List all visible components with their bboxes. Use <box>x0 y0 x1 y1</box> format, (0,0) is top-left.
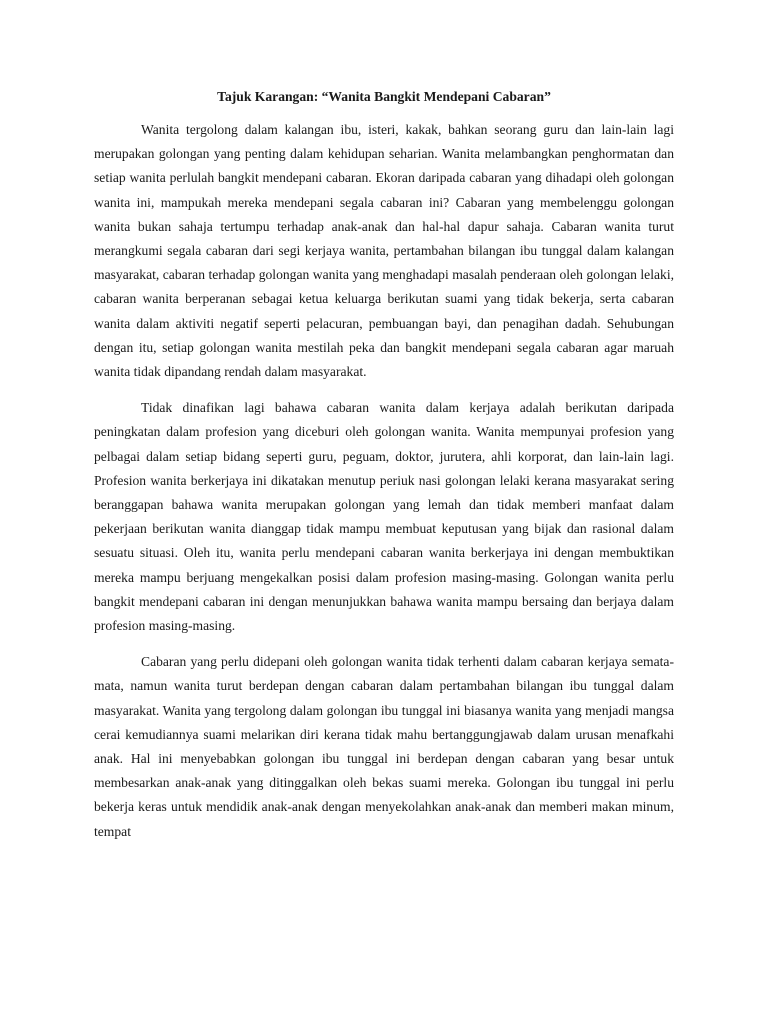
document-title: Tajuk Karangan: “Wanita Bangkit Mendepani Cabaran” <box>217 89 551 104</box>
document-body <box>94 86 674 856</box>
paragraph-2: Tidak dinafikan lagi bahawa cabaran wanita dalam kerjaya adalah berikutan daripada peningkatan dalam profesion yang diceburi oleh golongan wanita. Wanita mempunyai profesion yang pelbagai dalam setiap bidang seperti guru, peguam, doktor, jurutera, ahli korporat, dan lain-lain lagi. Profesion wanita berkerjaya ini dikatakan menutup periuk nasi golongan lelaki kerana masyarakat sering beranggapan bahawa wanita merupakan golongan yang lemah dan tidak memberi manfaat dalam pekerjaan berikutan wanita dianggap tidak mampu membuat keputusan yang bijak dan rasional dalam sesuatu situasi. Oleh itu, wanita perlu mendepani cabaran wanita berkerjaya ini dengan membuktikan mereka mampu berjuang mengekalkan posisi dalam profesion masing-masing. Golongan wanita perlu bangkit mendepani cabaran ini dengan menunjukkan bahawa wanita mampu bersaing dan berjaya dalam profesion masing-masing. <box>94 400 674 634</box>
paragraph-1: Wanita tergolong dalam kalangan ibu, isteri, kakak, bahkan seorang guru dan lain-lain lagi merupakan golongan yang penting dalam kehidupan seharian. Wanita melambangkan penghormatan dan setiap wanita perlulah bangkit mendepani cabaran. Ekoran daripada cabaran yang dihadapi oleh golongan wanita ini, mampukah mereka mendepani segala cabaran ini? Cabaran yang membelenggu golongan wanita bukan sahaja tertumpu terhadap anak-anak dan hal-hal dapur sahaja. Cabaran wanita turut merangkumi segala cabaran dari segi kerjaya wanita, pertambahan bilangan ibu tunggal dalam kalangan masyarakat, cabaran terhadap golongan wanita yang menghadapi masalah penderaan oleh golongan lelaki, cabaran wanita berperanan sebagai ketua keluarga berikutan suami yang tidak bekerja, serta cabaran wanita dalam aktiviti negatif seperti pelacuran, pembuangan bayi, dan penagihan dadah. Sehubungan dengan itu, setiap golongan wanita mestilah peka dan bangkit mendepani segala cabaran agar maruah wanita tidak dipandang rendah dalam masyarakat. <box>94 122 674 380</box>
paragraph-3: Cabaran yang perlu didepani oleh golongan wanita tidak terhenti dalam cabaran kerjaya semata-mata, namun wanita turut berdepan dengan cabaran dalam pertambahan bilangan ibu tunggal dalam masyarakat. Wanita yang tergolong dalam golongan ibu tunggal ini biasanya wanita yang menjadi mangsa cerai kemudiannya suami melarikan diri kerana tidak mahu bertanggungjawab dalam urusan menafkahi anak. Hal ini menyebabkan golongan ibu tunggal ini berdepan dengan cabaran yang besar untuk membesarkan anak-anak yang ditinggalkan oleh bekas suami mereka. Golongan ibu tunggal ini perlu bekerja keras untuk mendidik anak-anak dengan menyekolahkan anak-anak dan memberi makan minum, tempat <box>94 654 674 839</box>
